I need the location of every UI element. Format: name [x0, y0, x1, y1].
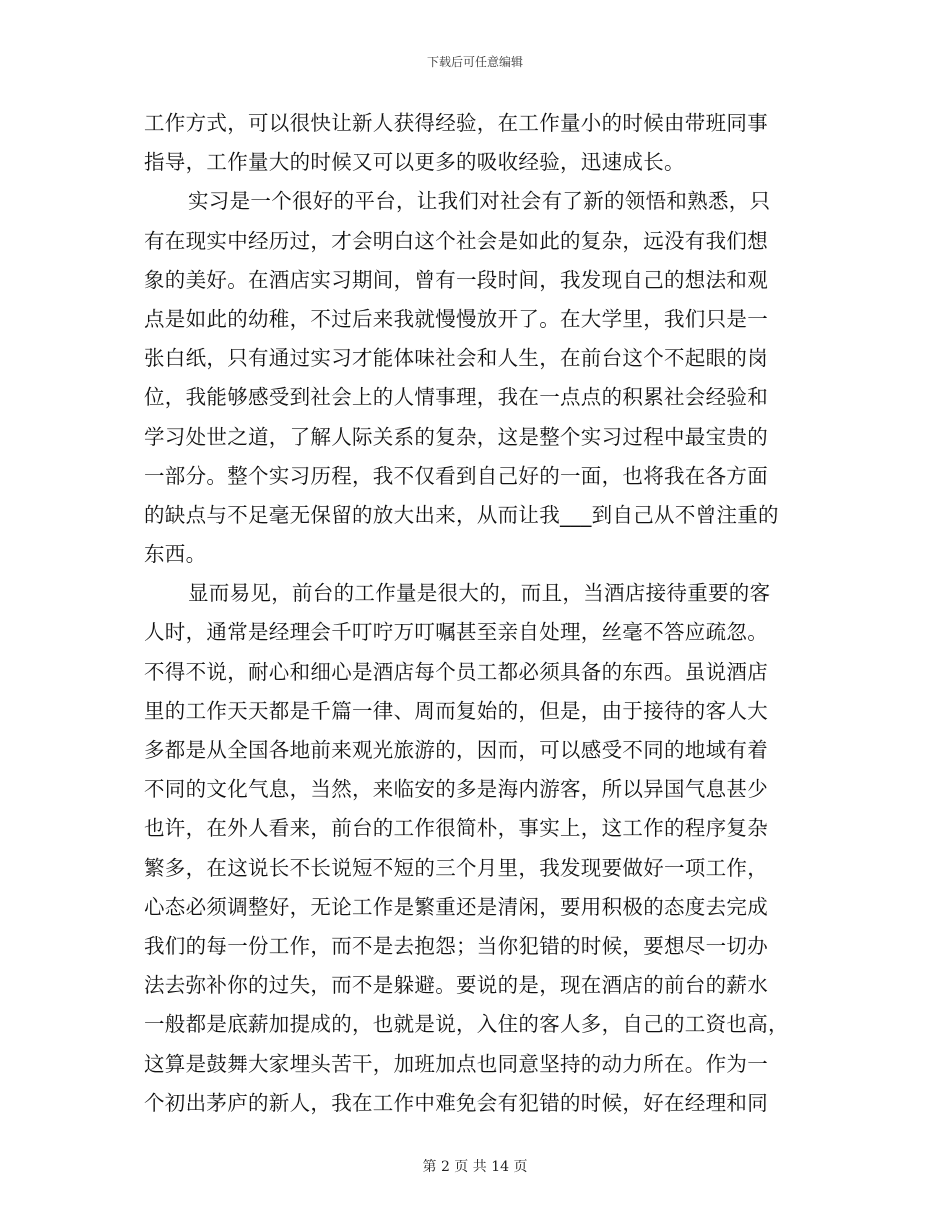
text-line: 不同的文化气息，当然，来临安的多是海内游客，所以异国气息甚少 — [144, 777, 768, 802]
text-line: 我们的每一份工作，而不是去抱怨；当你犯错的时候，要想尽一切办 — [144, 933, 768, 958]
text-line: 学习处世之道，了解人际关系的复杂，这是整个实习过程中最宝贵的 — [144, 424, 768, 449]
document-body — [144, 104, 809, 1123]
text-line: 里的工作天天都是千篇一律、周而复始的，但是，由于接待的客人大 — [144, 698, 768, 723]
text-line: 指导，工作量大的时候又可以更多的吸收经验，迅速成长。 — [144, 150, 685, 175]
text-line: 法去弥补你的过失，而不是躲避。要说的是，现在酒店的前台的薪水 — [144, 973, 768, 998]
paragraph-start-line: 显而易见，前台的工作量是很大的，而且，当酒店接待重要的客 — [188, 581, 771, 606]
text-line: 一部分。整个实习历程，我不仅看到自己好的一面，也将我在各方面 — [144, 463, 768, 488]
text-line: 象的美好。在酒店实习期间，曾有一段时间，我发现自己的想法和观 — [144, 267, 768, 292]
text-line: 一般都是底薪加提成的，也就是说，入住的客人多，自己的工资也高， — [144, 1012, 789, 1037]
text-line: 心态必须调整好，无论工作是繁重还是清闲，要用积极的态度去完成 — [144, 894, 768, 919]
text-line: 张白纸，只有通过实习才能体味社会和人生，在前台这个不起眼的岗 — [144, 346, 768, 371]
text-line: 繁多，在这说长不长说短不短的三个月里，我发现要做好一项工作， — [144, 855, 768, 880]
page-header: 下载后可任意编辑 — [426, 55, 523, 69]
text-line: 东西。 — [144, 542, 207, 567]
text-line: 位，我能够感受到社会上的人情事理，我在一点点的积累社会经验和 — [144, 385, 768, 410]
text-line: 个初出茅庐的新人，我在工作中难免会有犯错的时候，好在经理和同 — [144, 1090, 768, 1115]
text-line: 工作方式，可以很快让新人获得经验，在工作量小的时候由带班同事 — [144, 111, 768, 135]
text-line: 多都是从全国各地前来观光旅游的，因而，可以感受不同的地域有着 — [144, 738, 768, 762]
text-line: 的缺点与不足毫无保留的放大出来，从而让我___到自己从不曾注重的 — [144, 502, 779, 527]
text-line: 不得不说，耐心和细心是酒店每个员工都必须具备的东西。虽说酒店 — [144, 659, 768, 684]
text-line: 有在现实中经历过，才会明白这个社会是如此的复杂，远没有我们想 — [144, 228, 768, 253]
text-line: 也许，在外人看来，前台的工作很简朴，事实上，这工作的程序复杂 — [144, 816, 768, 841]
text-line: 这算是鼓舞大家埋头苦干，加班加点也同意坚持的动力所在。作为一 — [144, 1051, 768, 1076]
text-line: 人时，通常是经理会千叮咛万叮嘱甚至亲自处理，丝毫不答应疏忽。 — [144, 620, 768, 645]
text-line: 点是如此的幼稚，不过后来我就慢慢放开了。在大学里，我们只是一 — [144, 306, 768, 331]
paragraph-start-line: 实习是一个很好的平台，让我们对社会有了新的领悟和熟悉，只 — [188, 189, 771, 214]
page-footer: 第 2 页 共 14 页 — [422, 1159, 528, 1175]
